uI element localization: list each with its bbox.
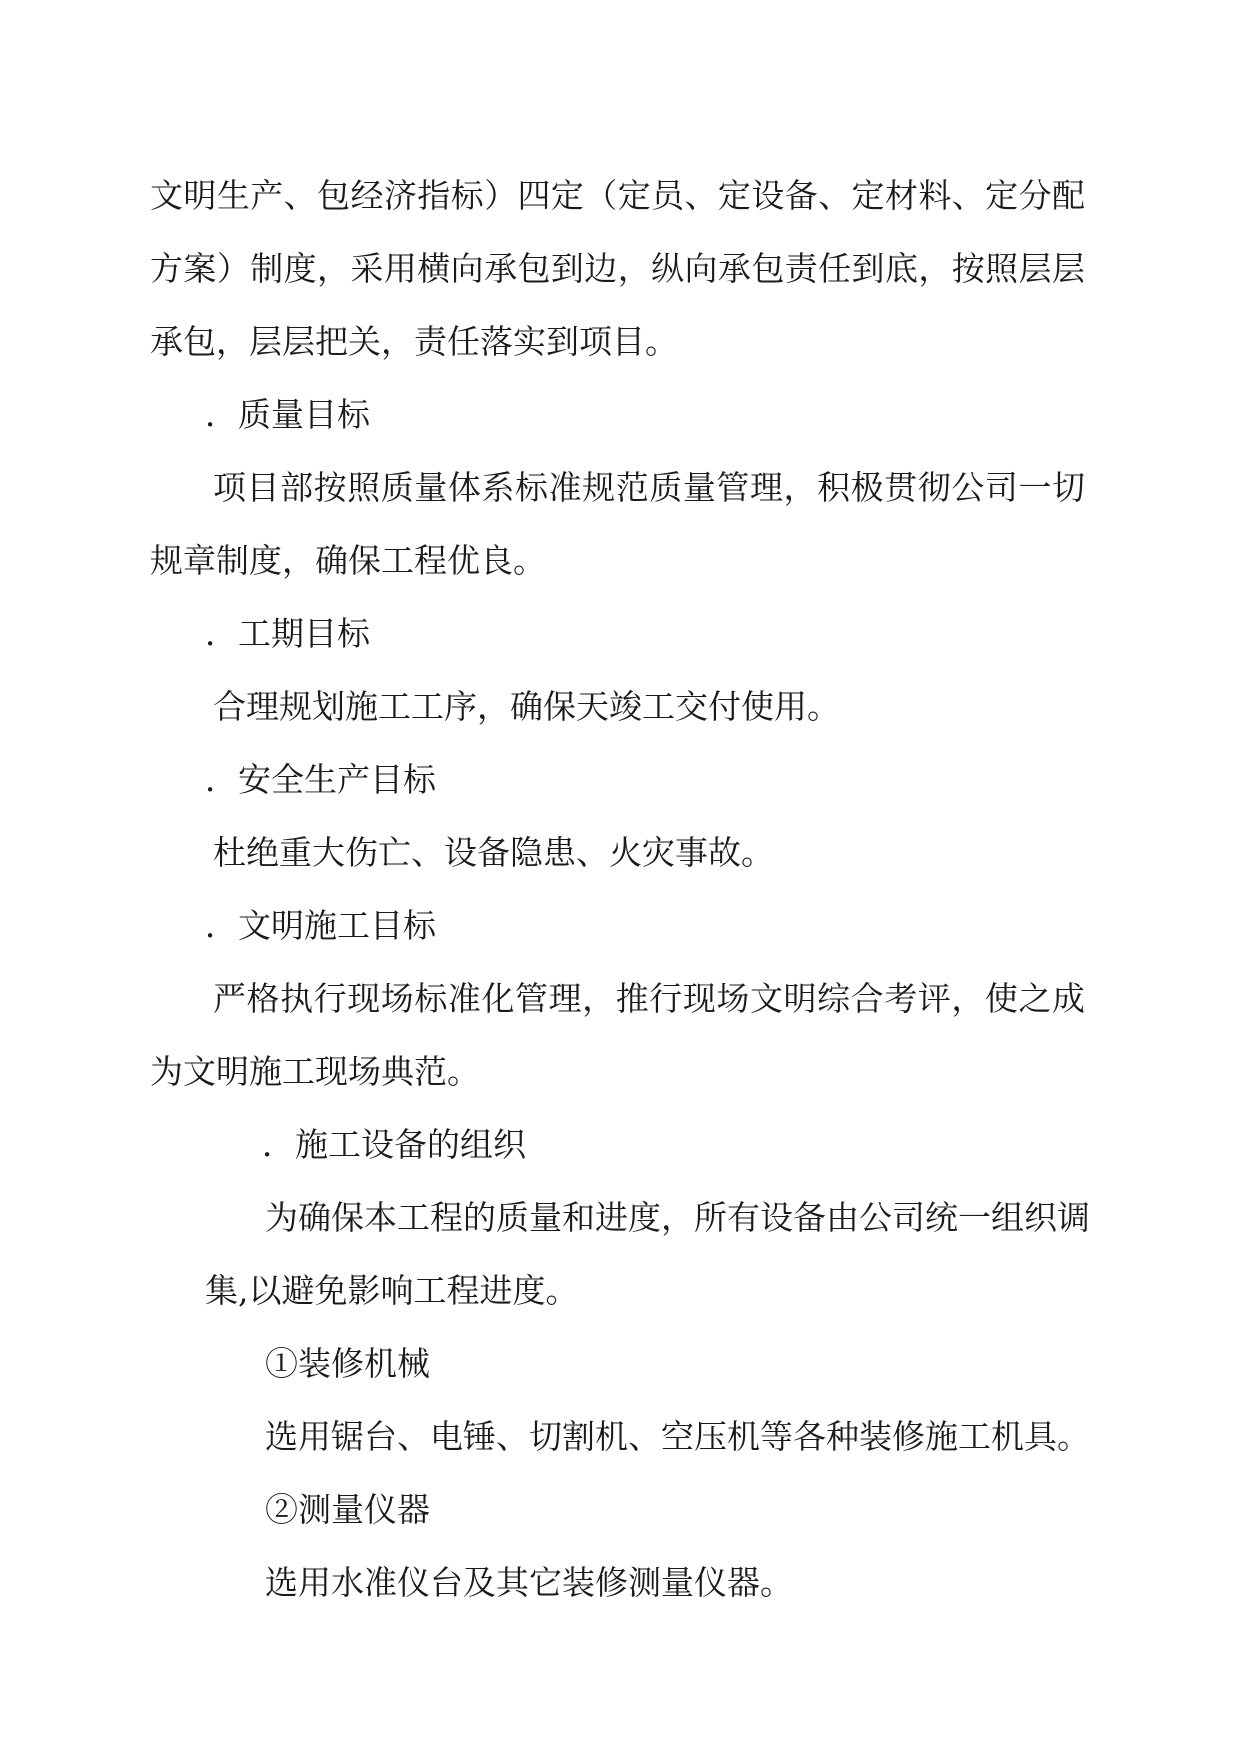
subsection-heading: ①装修机械 [265,1344,430,1383]
paragraph-line: 集,以避免影响工程进度。 [205,1271,579,1310]
paragraph-line: 严格执行现场标准化管理，推行现场文明综合考评，使之成 [213,979,1085,1018]
section-heading: ．安全生产目标 [205,760,436,799]
section-heading: ．文明施工目标 [205,906,436,945]
paragraph-line: 选用水准仪台及其它装修测量仪器。 [265,1563,793,1602]
paragraph-line: 为确保本工程的质量和进度，所有设备由公司统一组织调 [265,1198,1090,1237]
paragraph-line: 选用锯台、电锤、切割机、空压机等各种装修施工机具。 [265,1417,1090,1456]
paragraph-line: 承包，层层把关，责任落实到项目。 [150,322,678,361]
subsection-heading: ②测量仪器 [265,1490,430,1529]
section-heading: ．施工设备的组织 [262,1125,526,1164]
paragraph-line: 合理规划施工工序，确保天竣工交付使用。 [213,687,840,726]
paragraph-line: 为文明施工现场典范。 [150,1052,480,1091]
paragraph-line: 杜绝重大伤亡、设备隐患、火灾事故。 [213,833,774,872]
section-heading: ．工期目标 [205,614,370,653]
paragraph-line: 规章制度，确保工程优良。 [150,541,546,580]
paragraph-line: 项目部按照质量体系标准规范质量管理，积极贯彻公司一切 [213,468,1085,507]
section-heading: ．质量目标 [205,395,370,434]
paragraph-line: 方案）制度，采用横向承包到边，纵向承包责任到底，按照层层 [150,249,1085,288]
paragraph-line: 文明生产、包经济指标）四定（定员、定设备、定材料、定分配 [150,176,1085,215]
